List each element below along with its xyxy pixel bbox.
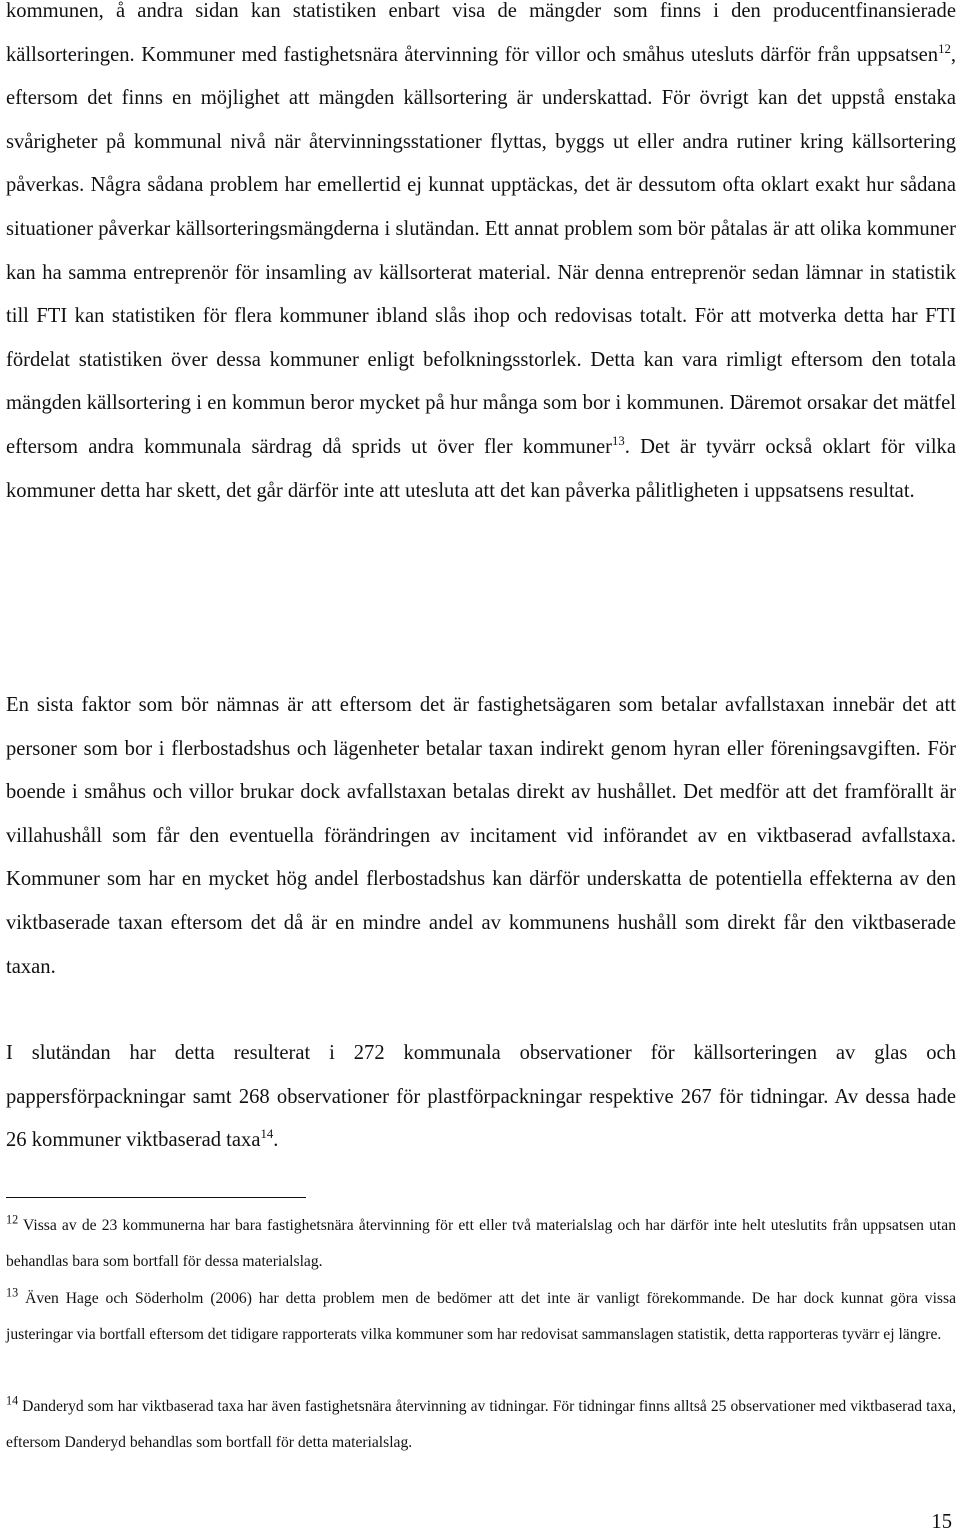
footnote-12 <box>6 1208 956 1280</box>
paragraph-3-text-a: I slutändan har detta resulterat i 272 kommunala observationer för källsorteringen av glas och pappersförpackningar samt 268 observationer för plastförpackningar respektive 267 för tidningar. Av dessa hade 26 kommuner viktbaserad taxa <box>6 1042 956 1152</box>
footnote-13 <box>6 1281 956 1353</box>
paragraph-2-text: En sista faktor som bör nämnas är att eftersom det är fastighetsägaren som betalar avfallstaxan innebär det att personer som bor i flerbostadshus och lägenheter betalar taxan indirekt genom hyran eller föreningsavgiften. För boende i småhus och villor brukar dock avfallstaxan betalas direkt av hushållet. Det medför att det framförallt är villahushåll som får den eventuella förändringen av incitament vid införandet av en viktbaserad avfallstaxa. Kommuner som har en mycket hög andel flerbostadshus kan därför underskatta de potentiella effekterna av den viktbaserade taxan eftersom det då är en mindre andel av kommunens hushåll som direkt får den viktbaserade taxan. <box>6 694 956 978</box>
footnote-14 <box>6 1389 956 1461</box>
paragraph-1-text-c: . Det är tyvärr också oklart för vilka kommuner detta har skett, det går därför inte att utesluta att det kan påverka pålitligheten i uppsatsens resultat. <box>6 435 956 502</box>
page-number: 15 <box>931 1511 952 1533</box>
footnote-number: 13 <box>6 1285 19 1300</box>
body-paragraph-1 <box>6 0 956 513</box>
footnote-number: 14 <box>6 1393 19 1408</box>
paragraph-3-text-b: . <box>273 1129 279 1152</box>
body-paragraph-2 <box>6 684 956 989</box>
footnote-separator <box>6 1197 306 1198</box>
footnote-text: Även Hage och Söderholm (2006) har detta problem men de bedömer att det inte är vanligt förekommande. De har dock kunnat göra vissa justeringar via bortfall eftersom det tidigare rapporterats vilka kommuner som har redovisat sammanslagen statistik, detta rapporteras tyvärr ej längre. <box>6 1290 956 1344</box>
footnote-ref-14[interactable]: 14 <box>260 1127 274 1142</box>
footnote-number: 12 <box>6 1212 19 1227</box>
body-paragraph-3 <box>6 1032 956 1163</box>
footnote-ref-13[interactable]: 13 <box>612 434 625 449</box>
paragraph-1-text-a: kommunen, å andra sidan kan statistiken enbart visa de mängder som finns i den producentfinansierade källsorteringen. Kommuner med fastighetsnära återvinning för villor och småhus utesluts därför från uppsatsen <box>6 0 956 66</box>
footnote-text: Vissa av de 23 kommunerna har bara fastighetsnära återvinning för ett eller två materialslag och har därför inte helt uteslutits från uppsatsen utan behandlas bara som bortfall för dessa materialslag. <box>6 1217 956 1271</box>
footnote-ref-12[interactable]: 12 <box>938 41 951 56</box>
footnote-text: Danderyd som har viktbaserad taxa har även fastighetsnära återvinning av tidningar. För tidningar finns alltså 25 observationer med viktbaserad taxa, eftersom Danderyd behandlas som bortfall för detta materialslag. <box>6 1398 956 1452</box>
paragraph-1-text-b: , eftersom det finns en möjlighet att mängden källsortering är underskattad. För övrigt kan det uppstå enstaka svårigheter på kommunal nivå när återvinningsstationer flyttas, byggs ut eller andra rutiner kring källsortering påverkas. Några sådana problem har emellertid ej kunnat upptäckas, det är dessutom ofta oklart exakt hur sådana situationer påverkar källsorteringsmängderna i slutändan. Ett annat problem som bör påtalas är att olika kommuner kan ha samma entreprenör för insamling av källsorterat material. När denna entreprenör sedan lämnar in statistik till FTI kan statistiken för flera kommuner ibland slås ihop och redovisas totalt. För att motverka detta har FTI fördelat statistiken över dessa kommuner enligt befolkningsstorlek. Detta kan vara rimligt eftersom den totala mängden källsortering i en kommun beror mycket på hur många som bor i kommunen. Däremot orsakar det mätfel eftersom andra kommunala särdrag då sprids ut över fler kommuner <box>6 43 956 458</box>
